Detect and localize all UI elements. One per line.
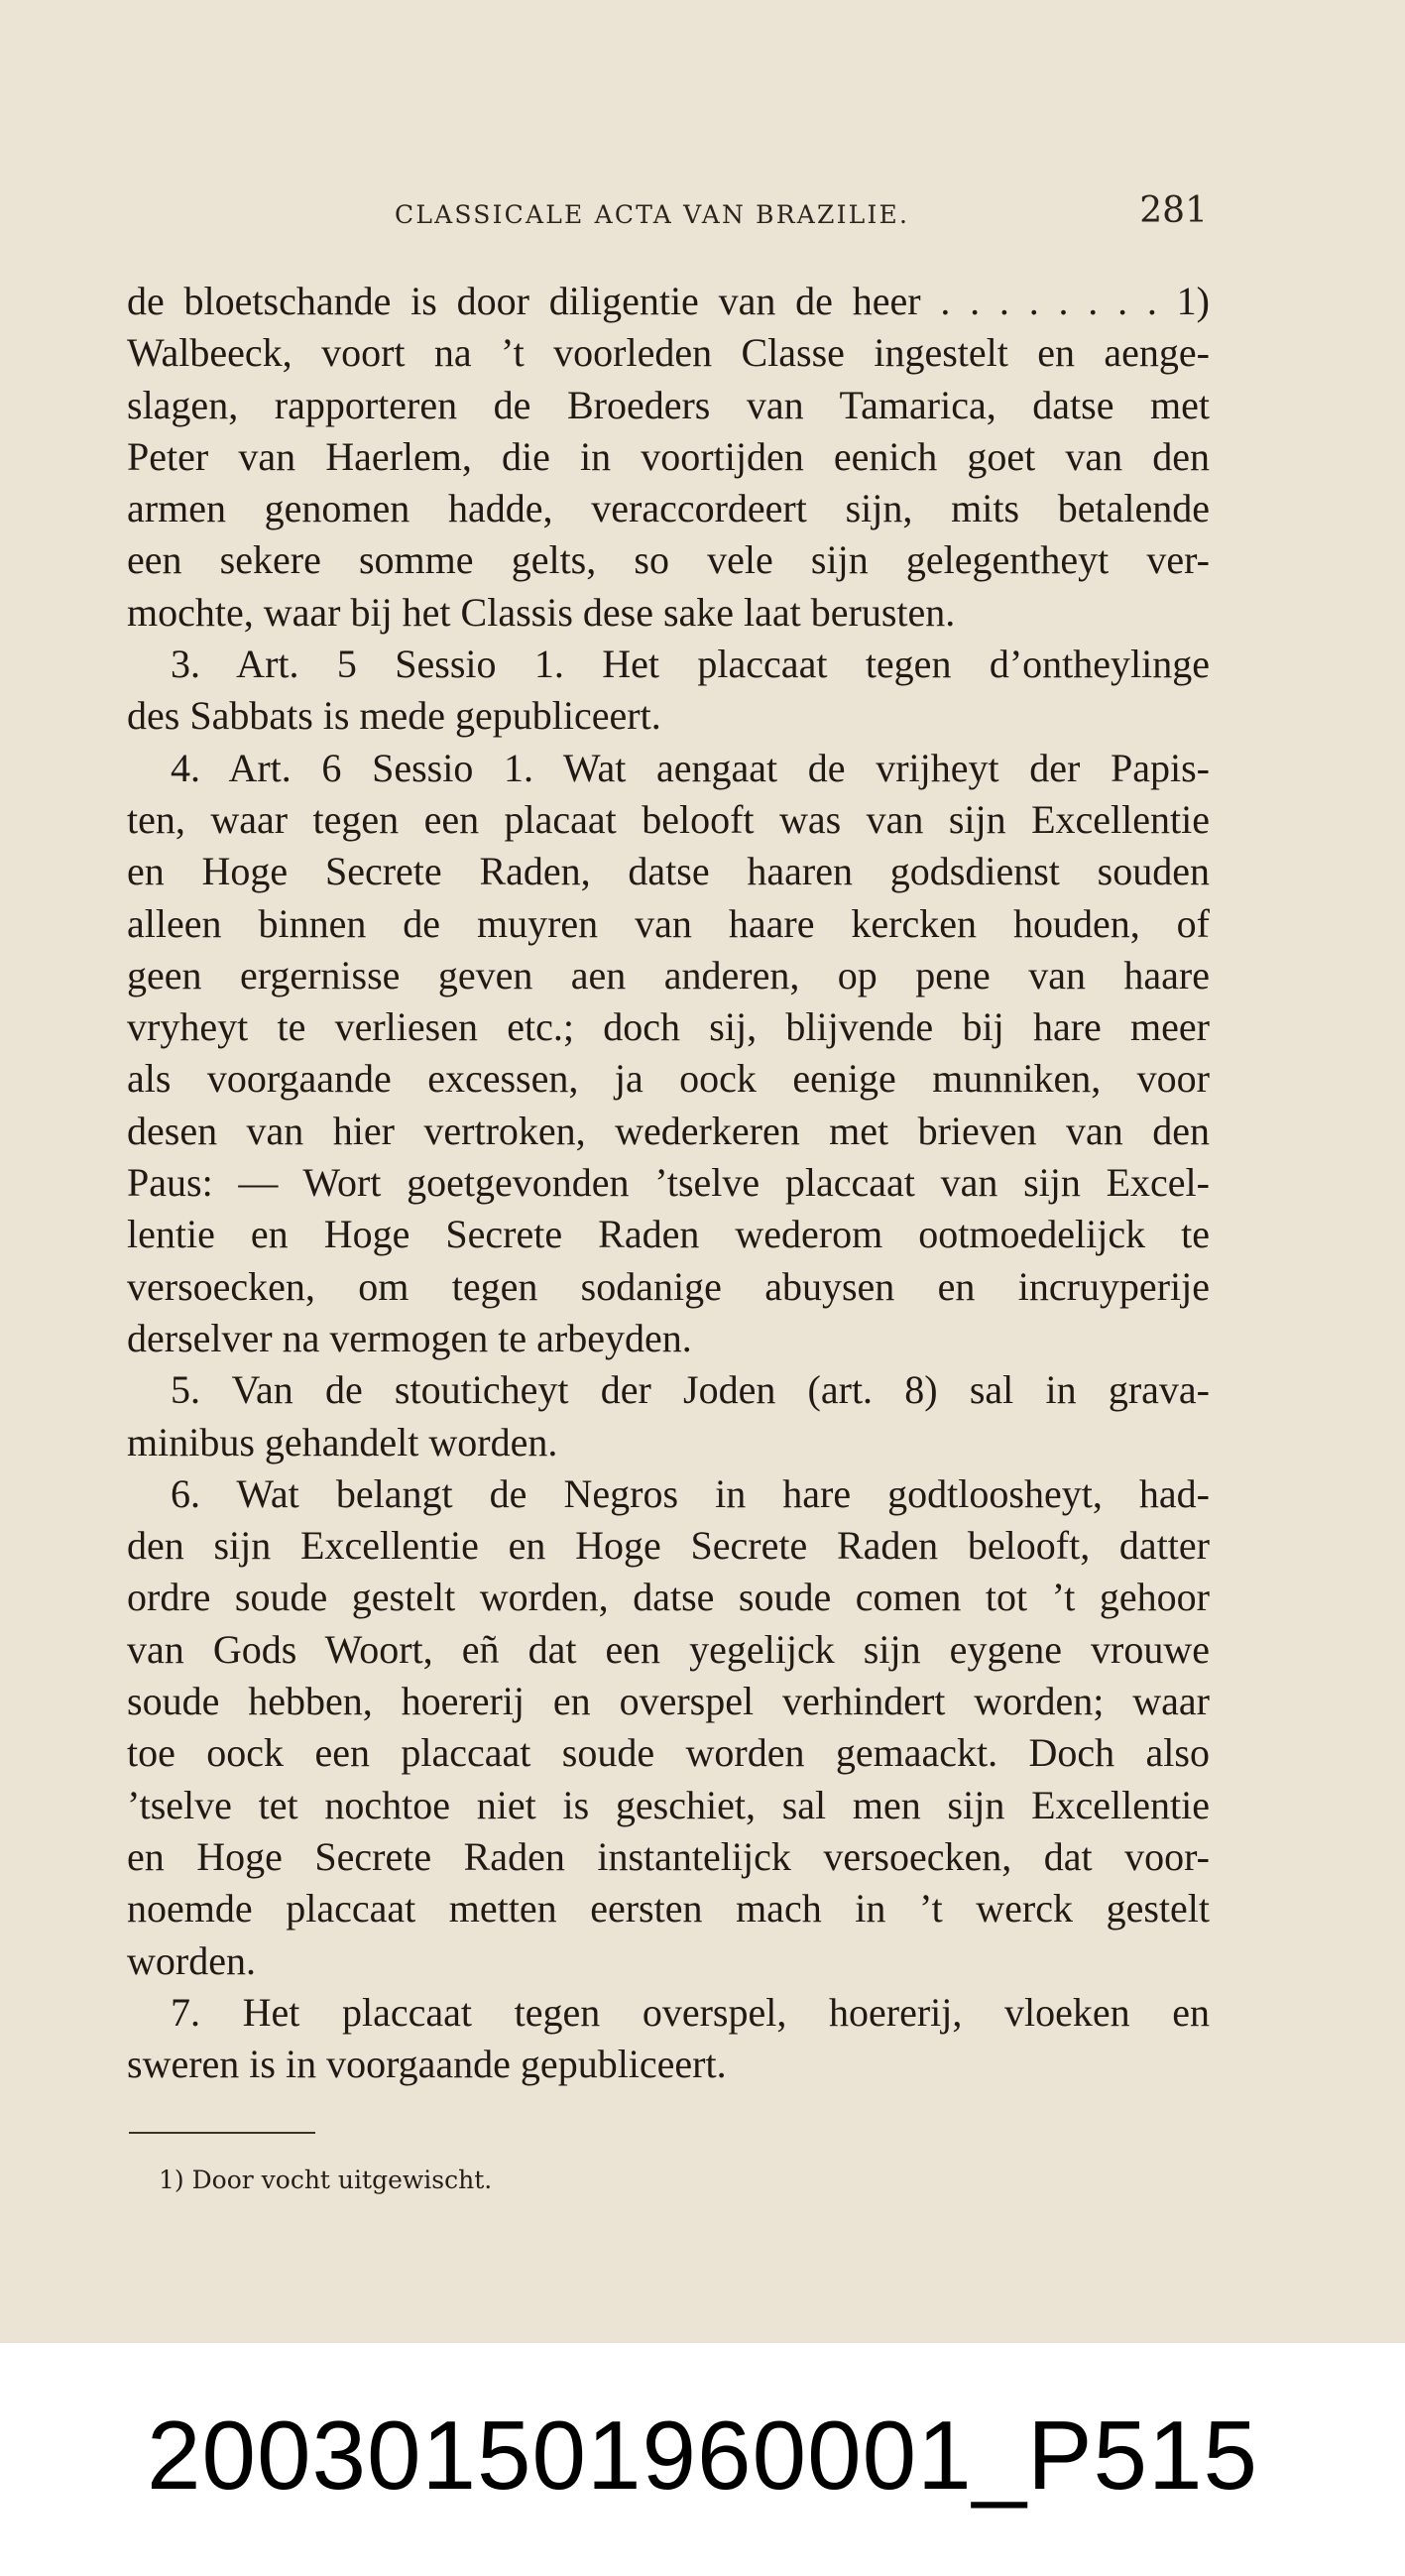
text-line: toe oock een placcaat soude worden gemaackt. Doch also bbox=[127, 1730, 1210, 1776]
text-line: en Hoge Secrete Raden instantelijck versoecken, dat voor- bbox=[127, 1833, 1210, 1879]
text-line: en Hoge Secrete Raden, datse haaren godsdienst souden bbox=[127, 849, 1210, 894]
text-line: 7. Het placcaat tegen overspel, hoererij, vloeken en bbox=[171, 1989, 1210, 2035]
text-line: versoecken, om tegen sodanige abuysen en incruyperije bbox=[127, 1263, 1210, 1309]
text-line: geen ergernisse geven aen anderen, op pene van haare bbox=[127, 952, 1210, 997]
text-line: alleen binnen de muyren van haare kercken houden, of bbox=[127, 900, 1210, 946]
text-line: ordre soude gestelt worden, datse soude comen tot ’t gehoor bbox=[127, 1575, 1210, 1620]
running-head bbox=[395, 190, 1208, 234]
text-line: ten, waar tegen een placaat belooft was van sijn Excellentie bbox=[127, 796, 1210, 842]
text-line: sweren is in voorgaande gepubliceert. bbox=[127, 2042, 727, 2087]
text-line: den sijn Excellentie en Hoge Secrete Raden belooft, datter bbox=[127, 1523, 1210, 1569]
body-text bbox=[127, 276, 1210, 2090]
text-line: 6. Wat belangt de Negros in hare godtloosheyt, had- bbox=[171, 1470, 1210, 1516]
text-line: slagen, rapporteren de Broeders van Tamarica, datse met bbox=[127, 382, 1210, 427]
text-line: mochte, waar bij het Classis dese sake laat berusten. bbox=[127, 589, 956, 635]
text-line: de bloetschande is door diligentie van de heer . . . . . . . . 1) bbox=[127, 279, 1210, 323]
text-line: desen van hier vertroken, wederkeren met brieven van den bbox=[127, 1108, 1210, 1153]
text-line: armen genomen hadde, veraccordeert sijn, mits betalende bbox=[127, 486, 1210, 531]
text-line: 5. Van de stouticheyt der Joden (art. 8) sal in grava- bbox=[171, 1367, 1210, 1413]
text-line: Paus: — Wort goetgevonden ’tselve placcaat van sijn Excel- bbox=[127, 1160, 1210, 1206]
text-line: Peter van Haerlem, die in voortijden eenich goet van den bbox=[127, 433, 1210, 479]
text-line: als voorgaande excessen, ja oock eenige munniken, voor bbox=[127, 1056, 1210, 1102]
text-line: 4. Art. 6 Sessio 1. Wat aengaat de vrijheyt der Papis- bbox=[171, 745, 1210, 790]
footnote-divider bbox=[129, 2132, 315, 2134]
text-line: ’tselve tet nochtoe niet is geschiet, sal men sijn Excellentie bbox=[127, 1782, 1210, 1827]
page-number: 281 bbox=[1139, 190, 1208, 231]
text-line: lentie en Hoge Secrete Raden wederom ootmoedelijck te bbox=[127, 1212, 1210, 1257]
footnote: 1) Door vocht uitgewischt. bbox=[159, 2166, 493, 2194]
text-line: worden. bbox=[127, 1937, 256, 1983]
text-line: een sekere somme gelts, so vele sijn gelegentheyt ver- bbox=[127, 537, 1210, 583]
text-line: vryheyt te verliesen etc.; doch sij, blijvende bij hare meer bbox=[127, 1004, 1210, 1050]
text-line: Walbeeck, voort na ’t voorleden Classe ingestelt en aenge- bbox=[127, 330, 1210, 376]
text-line: derselver na vermogen te arbeyden. bbox=[127, 1315, 692, 1360]
text-line: 3. Art. 5 Sessio 1. Het placcaat tegen d’ontheylinge bbox=[171, 642, 1210, 687]
text-line: van Gods Woort, eñ dat een yegelijck sijn eygene vrouwe bbox=[127, 1626, 1210, 1672]
text-line: minibus gehandelt worden. bbox=[127, 1419, 558, 1464]
text-line: des Sabbats is mede gepubliceert. bbox=[127, 693, 661, 739]
text-line: soude hebben, hoererij en overspel verhindert worden; waar bbox=[127, 1679, 1210, 1724]
text-line: noemde placcaat metten eersten mach in ’t werck gestelt bbox=[127, 1886, 1210, 1932]
running-title: CLASSICALE ACTA VAN BRAZILIE. bbox=[395, 200, 910, 229]
scan-id-label: 200301501960001_P515 bbox=[147, 2400, 1258, 2510]
